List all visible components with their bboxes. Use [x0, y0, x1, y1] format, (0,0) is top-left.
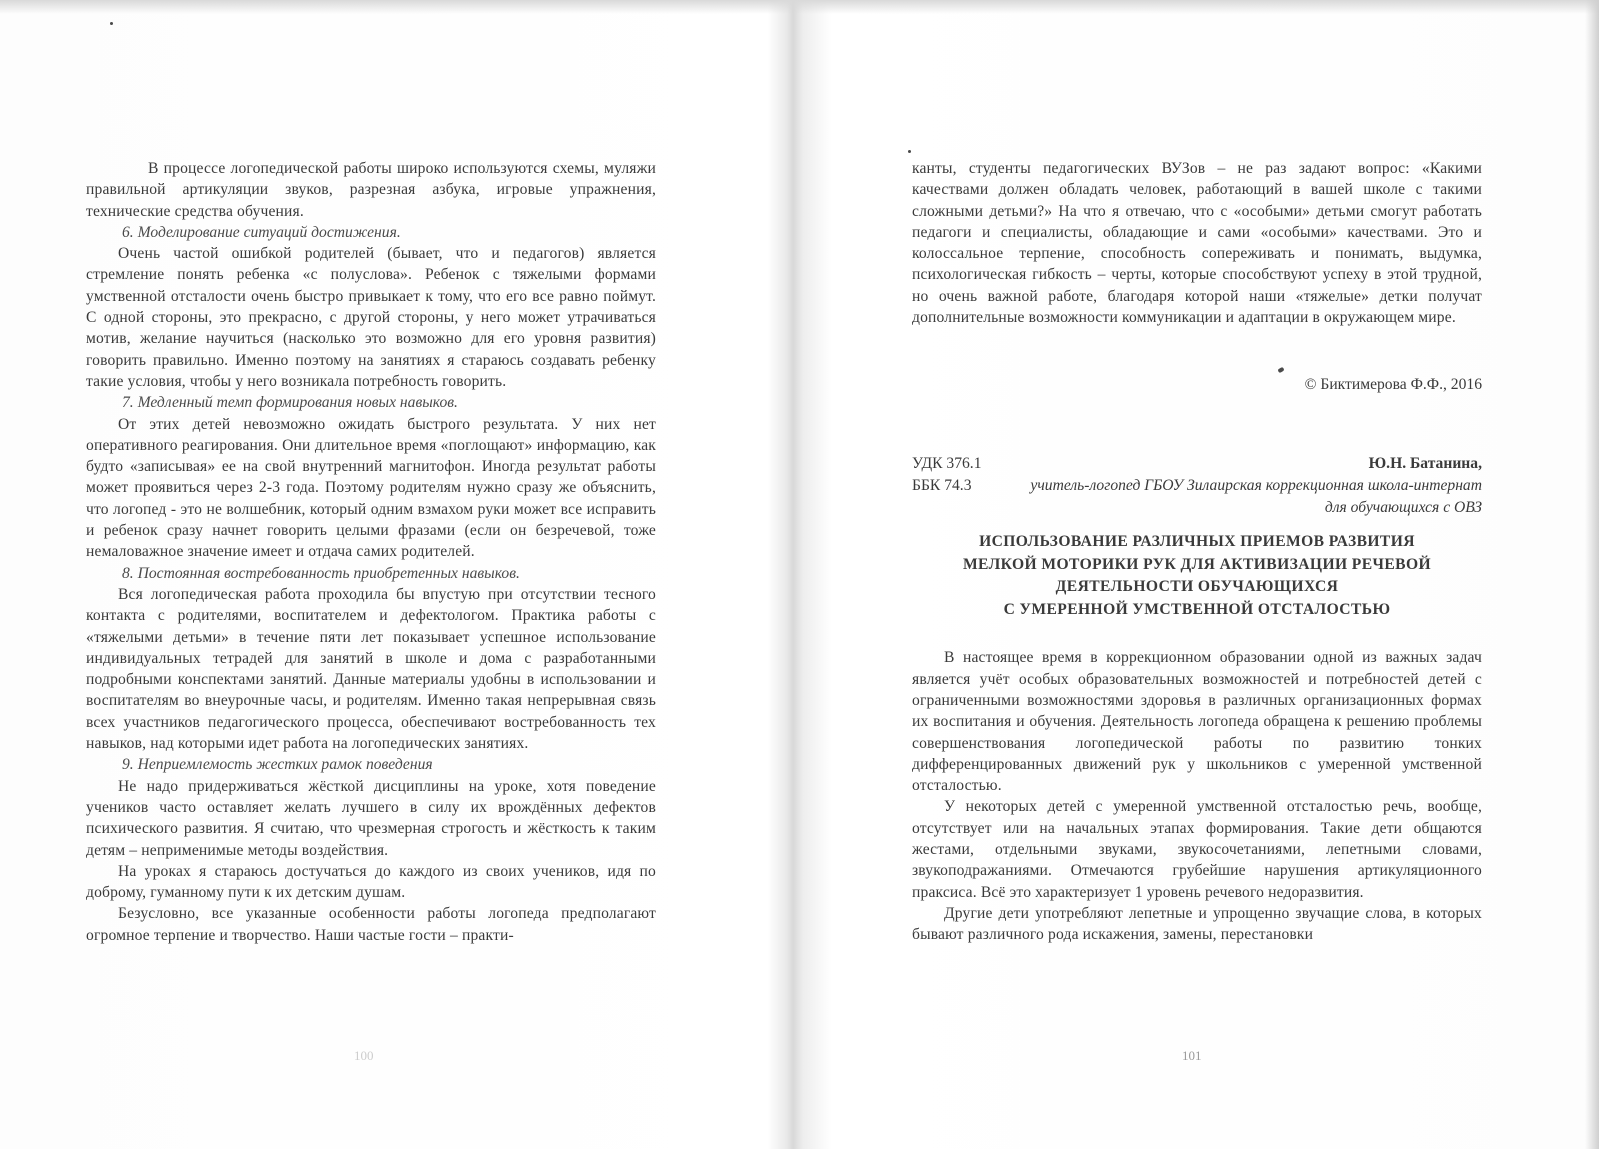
section-heading: 6. Моделирование ситуаций достижения.	[122, 223, 401, 241]
title-line: С УМЕРЕННОЙ УМСТВЕННОЙ ОТСТАЛОСТЬЮ	[1003, 600, 1391, 618]
section-heading: 8. Постоянная востребованность приобретенных навыков.	[122, 564, 520, 582]
article-body	[912, 647, 1482, 945]
udk-code: УДК 376.1	[912, 455, 982, 473]
intro-paragraph: В процессе логопедической работы широко используются схемы, муляжи правильной артикуляции звуков, разрезная азбука, игровые упражнения, технические средства обучения.	[86, 160, 656, 220]
body-paragraph: От этих детей невозможно ожидать быстрого результата. У них нет оперативного реагирования. Они длительное время «поглощают» информацию, как будто «записывая» ее на свой внутренний магнитофон. Иногда результат работы может проявиться через 2-3 года. Поэтому родителям нужно сразу же объяснить, что логопед - это не волшебник, который одним взмахом руки может все исправить и ребенок сразу начнет говорить целыми фразами (если он безречевой, тоже немаловажное значение имеет и отдача самих родителей.	[86, 415, 656, 561]
body-paragraph: На уроках я стараюсь достучаться до каждого из своих учеников, идя по доброму, гуманному пути к их детским душам.	[86, 862, 656, 902]
title-line: МЕЛКОЙ МОТОРИКИ РУК ДЛЯ АКТИВИЗАЦИИ РЕЧЕВОЙ	[962, 555, 1432, 573]
right-page	[912, 158, 1482, 946]
author-position: учитель-логопед ГБОУ Зилаирская коррекционная школа-интернат для обучающихся с ОВЗ	[1030, 477, 1482, 517]
classification-codes	[912, 453, 982, 497]
title-line: ДЕЯТЕЛЬНОСТИ ОБУЧАЮЩИХСЯ	[1055, 578, 1339, 596]
author-name: Ю.Н. Батанина,	[1368, 455, 1482, 473]
body-paragraph: Безусловно, все указанные особенности работы логопеда предполагают огромное терпение и творчество. Наши частые гости – практи-	[86, 905, 656, 944]
body-paragraph: Очень частой ошибкой родителей (бывает, что и педагогов) является стремление понять ребенка «с полуслова». Ребенок с тяжелыми формами умственной отсталости очень быстро привыкает к тому, что его все равно поймут. С одной стороны, это прекрасно, с другой стороны, у него может утрачиваться мотив, желание научиться (насколько это возможно для его уровня развития) говорить правильно. Именно поэтому на занятиях я стараюсь создавать ребенку такие условия, чтобы у него возникала потребность говорить.	[86, 245, 656, 390]
continuation-paragraph: канты, студенты педагогических ВУЗов – не раз задают вопрос: «Какими качествами должен обладать человек, работающий в вашей школе с такими сложными детьми?» На что я отвечаю, что с «особыми» детьми смогут работать педагоги и специалисты, обладающие и сами «особыми» качествами. Это и колоссальное терпение, способность сопереживать и понимать, выдумка, психологическая гибкость – черты, которые способствуют успеху в этой трудной, но очень важной работе, благодаря которой наши «тяжелые» детки получат дополнительные возможности коммуникации и адаптации в окружающем мире.	[912, 160, 1482, 327]
scan-top-shadow	[0, 0, 1599, 14]
body-paragraph: У некоторых детей с умеренной умственной отсталостью речь, вообще, отсутствует или на начальных этапах формирования. Такие дети общаются жестами, отдельными звуками, звукосочетаниями, лепетными словами, звукоподражаниями. Отмечаются грубейшие нарушения артикуляционного праксиса. Всё это характеризует 1 уровень речевого недоразвития.	[912, 798, 1482, 901]
body-paragraph: Другие дети употребляют лепетные и упрощенно звучащие слова, в которых бывают различного рода искажения, замены, перестановки	[912, 904, 1482, 944]
body-paragraph: Вся логопедическая работа проходила бы впустую при отсутствии тесного контакта с родителями, воспитателем и дефектологом. Практика работы с «тяжелыми детьми» в течение пяти лет показывает успешное использование индивидуальных тетрадей для занятий в школе и дома с разработанными подробными конспектами занятий. Данные материалы удобны в использовании и воспитателям во внеурочные часы, и родителям. Именно такая непрерывная связь всех участников педагогического процесса, обеспечивают востребованность тех навыков, над которыми идет работа на логопедических занятиях.	[86, 585, 656, 753]
scan-speck	[908, 150, 911, 153]
page-number-left: 100	[354, 1048, 374, 1063]
section-heading: 9. Неприемлемость жестких рамок поведения	[122, 756, 433, 774]
article-meta	[912, 453, 1482, 517]
page-number-right: 101	[1182, 1048, 1202, 1063]
copyright-line: © Биктимерова Ф.Ф., 2016	[1304, 376, 1482, 394]
author-block	[1012, 453, 1482, 519]
title-line: ИСПОЛЬЗОВАНИЕ РАЗЛИЧНЫХ ПРИЕМОВ РАЗВИТИЯ	[979, 533, 1415, 551]
body-paragraph: В настоящее время в коррекционном образовании одной из важных задач является учёт особых образовательных возможностей и потребностей детей с ограниченными возможностями здоровья в различных организационных формах их воспитания и обучения. Деятельность логопеда обращена к решению проблемы совершенствования логопедической работы по развитию тонких дифференцированных движений рук у школьников с умеренной умственной отсталостью.	[912, 649, 1482, 795]
scan-speck	[110, 22, 113, 25]
left-page	[86, 158, 656, 946]
section-heading: 7. Медленный темп формирования новых навыков.	[122, 394, 458, 412]
body-paragraph: Не надо придерживаться жёсткой дисциплины на уроке, хотя поведение учеников часто оставляет желать лучшего в силу их врождённых дефектов психического развития. Я считаю, что чрезмерная строгость и жёсткость к таким детям – неприменимые методы воздействия.	[86, 777, 656, 859]
bbk-code: ББК 74.3	[912, 477, 972, 495]
scan-right-shadow	[1585, 0, 1599, 1149]
article-title	[912, 531, 1482, 621]
